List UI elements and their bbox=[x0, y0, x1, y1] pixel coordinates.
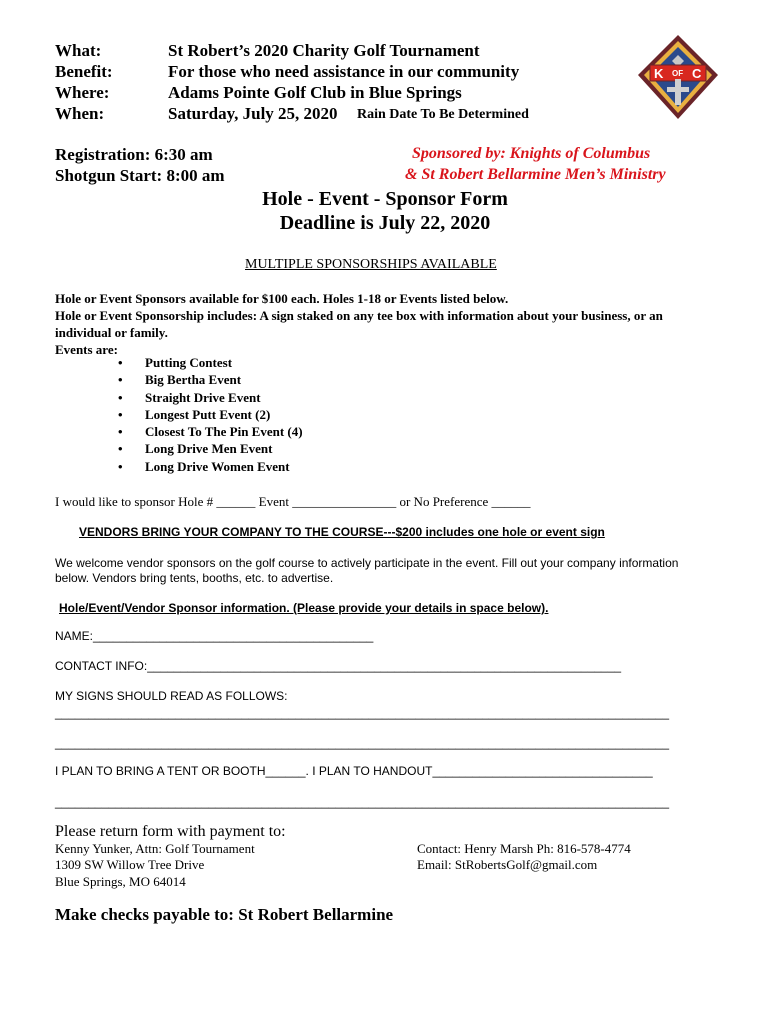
logo-letters-of: OF bbox=[672, 69, 684, 78]
extra-field[interactable]: ____________________________________________________________________________________________ bbox=[55, 795, 669, 809]
vendors-line2: below. Vendors bring tents, booths, etc. to advertise. bbox=[55, 571, 334, 585]
list-item: • Long Drive Women Event bbox=[118, 458, 303, 475]
sponsor-info-heading: Hole/Event/Vendor Sponsor information. (Please provide your details in space below). bbox=[59, 601, 549, 615]
contact-email: Email: StRobertsGolf@gmail.com bbox=[417, 857, 598, 872]
name-field[interactable]: NAME:__________________________________________ bbox=[55, 629, 374, 643]
address-line2: 1309 SW Willow Tree Drive bbox=[55, 857, 205, 872]
when-value: Saturday, July 25, 2020 bbox=[168, 104, 338, 123]
list-item: • Longest Putt Event (2) bbox=[118, 406, 303, 423]
events-list bbox=[118, 354, 303, 475]
logo-letter-k: K bbox=[654, 66, 664, 81]
what-label: What: bbox=[55, 41, 102, 60]
vendors-heading: VENDORS BRING YOUR COMPANY TO THE COURSE---$200 includes one hole or event sign bbox=[79, 525, 605, 539]
info-line2: Hole or Event Sponsorship includes: A sign staked on any tee box with information about your business, or an bbox=[55, 308, 663, 323]
shotgun-start-time: Shotgun Start: 8:00 am bbox=[55, 166, 225, 185]
form-title: Hole - Event - Sponsor Form bbox=[262, 188, 508, 210]
signs-label: MY SIGNS SHOULD READ AS FOLLOWS: bbox=[55, 689, 288, 703]
rain-date: Rain Date To Be Determined bbox=[357, 107, 529, 122]
multiple-sponsorships: MULTIPLE SPONSORSHIPS AVAILABLE bbox=[245, 257, 497, 272]
list-item: • Big Bertha Event bbox=[118, 371, 303, 388]
vendors-line1: We welcome vendor sponsors on the golf course to actively participate in the event. Fill out your company information bbox=[55, 556, 679, 570]
knights-of-columbus-logo bbox=[636, 33, 720, 121]
signs-field-2[interactable]: ____________________________________________________________________________________________ bbox=[55, 736, 669, 750]
return-heading: Please return form with payment to: bbox=[55, 823, 286, 840]
where-label: Where: bbox=[55, 83, 110, 102]
checks-payable: Make checks payable to: St Robert Bellarmine bbox=[55, 905, 394, 924]
list-item: • Closest To The Pin Event (4) bbox=[118, 423, 303, 440]
events-label: Events are: bbox=[55, 342, 118, 357]
info-line3: individual or family. bbox=[55, 325, 168, 340]
sponsored-by-line1: Sponsored by: Knights of Columbus bbox=[412, 145, 651, 162]
list-item: • Straight Drive Event bbox=[118, 389, 303, 406]
address-line1: Kenny Yunker, Attn: Golf Tournament bbox=[55, 841, 255, 856]
benefit-value: For those who need assistance in our community bbox=[168, 62, 520, 81]
logo-letter-c: C bbox=[692, 66, 702, 81]
registration-time: Registration: 6:30 am bbox=[55, 145, 213, 164]
list-item: • Putting Contest bbox=[118, 354, 303, 371]
list-item: • Long Drive Men Event bbox=[118, 440, 303, 457]
when-label: When: bbox=[55, 104, 105, 123]
signs-field-1[interactable]: ____________________________________________________________________________________________ bbox=[55, 706, 669, 720]
what-value: St Robert’s 2020 Charity Golf Tournament bbox=[168, 41, 480, 60]
address-line3: Blue Springs, MO 64014 bbox=[55, 874, 186, 889]
deadline: Deadline is July 22, 2020 bbox=[279, 212, 491, 234]
where-value: Adams Pointe Golf Club in Blue Springs bbox=[168, 83, 462, 102]
tent-handout-field[interactable]: I PLAN TO BRING A TENT OR BOOTH______. I PLAN TO HANDOUT_________________________________ bbox=[55, 764, 653, 778]
contact-phone: Contact: Henry Marsh Ph: 816-578-4774 bbox=[417, 841, 631, 856]
sponsored-by-line2: & St Robert Bellarmine Men’s Ministry bbox=[405, 166, 666, 183]
info-line1: Hole or Event Sponsors available for $100 each. Holes 1-18 or Events listed below. bbox=[55, 291, 509, 306]
benefit-label: Benefit: bbox=[55, 62, 113, 81]
contact-info-field[interactable]: CONTACT INFO:_______________________________________________________________________ bbox=[55, 659, 622, 673]
sponsor-choice-field[interactable]: I would like to sponsor Hole # ______ Event ________________ or No Preference ______ bbox=[55, 494, 531, 509]
